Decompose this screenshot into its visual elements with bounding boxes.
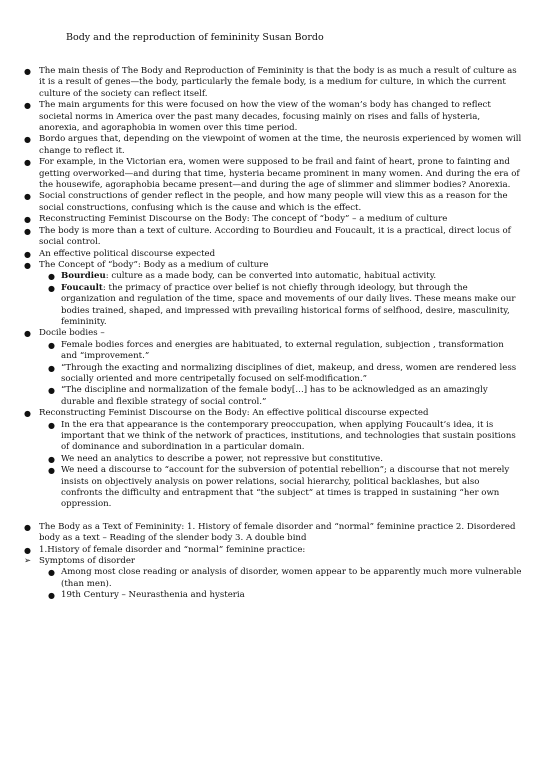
arrow-bullet-icon: ➢ [24,556,32,567]
sub-bullet-item [22,420,522,454]
bullet-icon: ● [24,158,31,168]
bullet-icon: ● [24,67,31,76]
sub-bullet-text: 19th Century – Neurasthenia and hysteria [61,590,245,601]
bullet-item [22,100,522,134]
spacer [22,511,522,522]
sub-bullet-icon: ● [48,466,55,476]
sub-bullet-item [22,590,522,601]
sub-bullet-item [22,465,522,511]
bullet-item [22,260,522,271]
sub-bullet-item [22,283,522,329]
sub-bullet-item [22,454,522,465]
sub-bullet-item [22,385,522,408]
bullet-text: Social constructions of gender reflect in the people, and how many people will view this as a reason for the social constructions, confusing which is the cause and which is the effect. [39,191,508,213]
bullet-item [22,214,522,225]
sub-bullet-icon: ● [48,568,55,578]
sub-bullet-icon: ● [48,363,55,373]
bullet-item [22,226,522,249]
sub-bullet-item [22,271,522,282]
bullet-item [22,157,522,191]
bullet-icon: ● [24,260,31,270]
bullet-item [22,134,522,157]
sub-bullet-text: We need an analytics to describe a power, not repressive but constitutive. [61,453,384,464]
sub-bullet-icon: ● [48,340,55,350]
bullet-text: 1.History of female disorder and “normal” feminine practice: [39,544,306,555]
bullet-text: An effective political discourse expected [39,248,216,259]
sub-bullet-text: In the era that appearance is the contemporary preoccupation, when applying Foucault’s idea, it is important that we think of the network of practices, institutions, and technologies that sustain positions of dominance and subordination in a particular domain. [61,419,516,453]
bullet-text: Reconstructing Feminist Discourse on the Body: An effective political discourse expected [39,408,429,419]
bullet-item [22,328,522,339]
bullet-item [22,249,522,260]
arrow-bullet-item [22,556,522,567]
bullet-text: Docile bodies – [39,328,105,339]
sub-bullet-item [22,567,522,590]
document-title: Body and the reproduction of femininity Susan Bordo [66,32,324,43]
bullet-text: For example, in the Victorian era, women were supposed to be frail and faint of heart, prone to fainting and getting overworked—and during that time, hysteria became prominent in many women. And during the era of the housewife, agoraphobia became present—and during the age of slimmer and slimmer bodies? Anorexia. [39,157,520,191]
bullet-text: Reconstructing Feminist Discourse on the Body: The concept of “body” – a medium of culture [39,214,448,225]
bullet-icon: ● [24,409,31,419]
sub-bullet-item [22,363,522,386]
sub-bullet-icon: ● [48,454,55,464]
sub-bullet-text: “The discipline and normalization of the female body[…] has to be acknowledged as an amazingly durable and flexible strategy of social control.” [61,385,488,407]
bullet-text: The body is more than a text of culture. According to Bourdieu and Foucault, it is a practical, direct locus of social control. [39,225,511,248]
bullet-item [22,522,522,545]
sub-bullet-icon: ● [48,272,55,282]
sub-bullet-icon: ● [48,283,55,293]
sub-bullet-label: Bourdieu [61,271,106,282]
bullet-icon: ● [24,192,31,202]
sub-bullet-icon: ● [48,591,55,601]
sub-bullet-item [22,340,522,363]
document-body [22,66,522,602]
sub-bullet-text: : culture as a made body, can be converted into automatic, habitual activity. [105,271,437,282]
sub-bullet-text: Among most close reading or analysis of disorder, women appear to be apparently much more vulnerable (than men). [61,567,522,589]
sub-bullet-icon: ● [48,420,55,430]
bullet-icon: ● [24,329,31,339]
bullet-icon: ● [24,101,31,111]
arrow-bullet-text: Symptoms of disorder [39,556,136,567]
bullet-icon: ● [24,545,31,555]
bullet-icon: ● [24,135,31,145]
bullet-text: The main arguments for this were focused on how the view of the woman’s body has changed to reflect societal norms in America over the past many decades, focusing mainly on rises and falls of hysteria, anorexia, and agoraphobia in women over this time period. [39,100,491,134]
sub-bullet-label: Foucault [61,282,103,293]
bullet-text: The Concept of “body”: Body as a medium of culture [39,259,269,270]
sub-bullet-text: Female bodies forces and energies are habituated, to external regulation, subjection , transformation and “improvement.” [61,339,504,362]
sub-bullet-icon: ● [48,386,55,396]
bullet-icon: ● [24,249,31,259]
bullet-icon: ● [24,215,31,225]
bullet-item [22,408,522,419]
bullet-text: The main thesis of The Body and Reproduction of Femininity is that the body is as much a result of culture as it is a result of genes—the body, particularly the female body, is a medium for culture, in which the current culture of the society can reflect itself. [39,66,517,99]
bullet-text: The Body as a Text of Femininity: 1. History of female disorder and “normal” feminine practice 2. Disordered body as a text – Reading of the slender body 3. A double bind [39,521,516,544]
sub-bullet-text: We need a discourse to “account for the subversion of potential rebellion”; a discourse that not merely insists on objectively analysis on power relations, social hierarchy, political backlashes, but also confronts the difficulty and entrapment that “the subject” at times is trapped in sustaining “her own oppression. [61,465,510,510]
bullet-item [22,66,522,100]
sub-bullet-text: “Through the exacting and normalizing disciplines of diet, makeup, and dress, women are rendered less socially oriented and more centripetally focused on self-modification.” [61,362,517,384]
sub-bullet-text: : the primacy of practice over belief is not chiefly through ideology, but through the organization and regulation of the time, space and movements of our daily lives. These means make our bodies trained, shaped, and impressed with prevailing historical forms of selfhood, desire, masculinity, femininity. [61,282,516,327]
bullet-icon: ● [24,226,31,236]
bullet-item [22,191,522,214]
bullet-icon: ● [24,522,31,532]
bullet-text: Bordo argues that, depending on the viewpoint of women at the time, the neurosis experienced by women will change to reflect it. [39,134,522,156]
bullet-item [22,545,522,556]
